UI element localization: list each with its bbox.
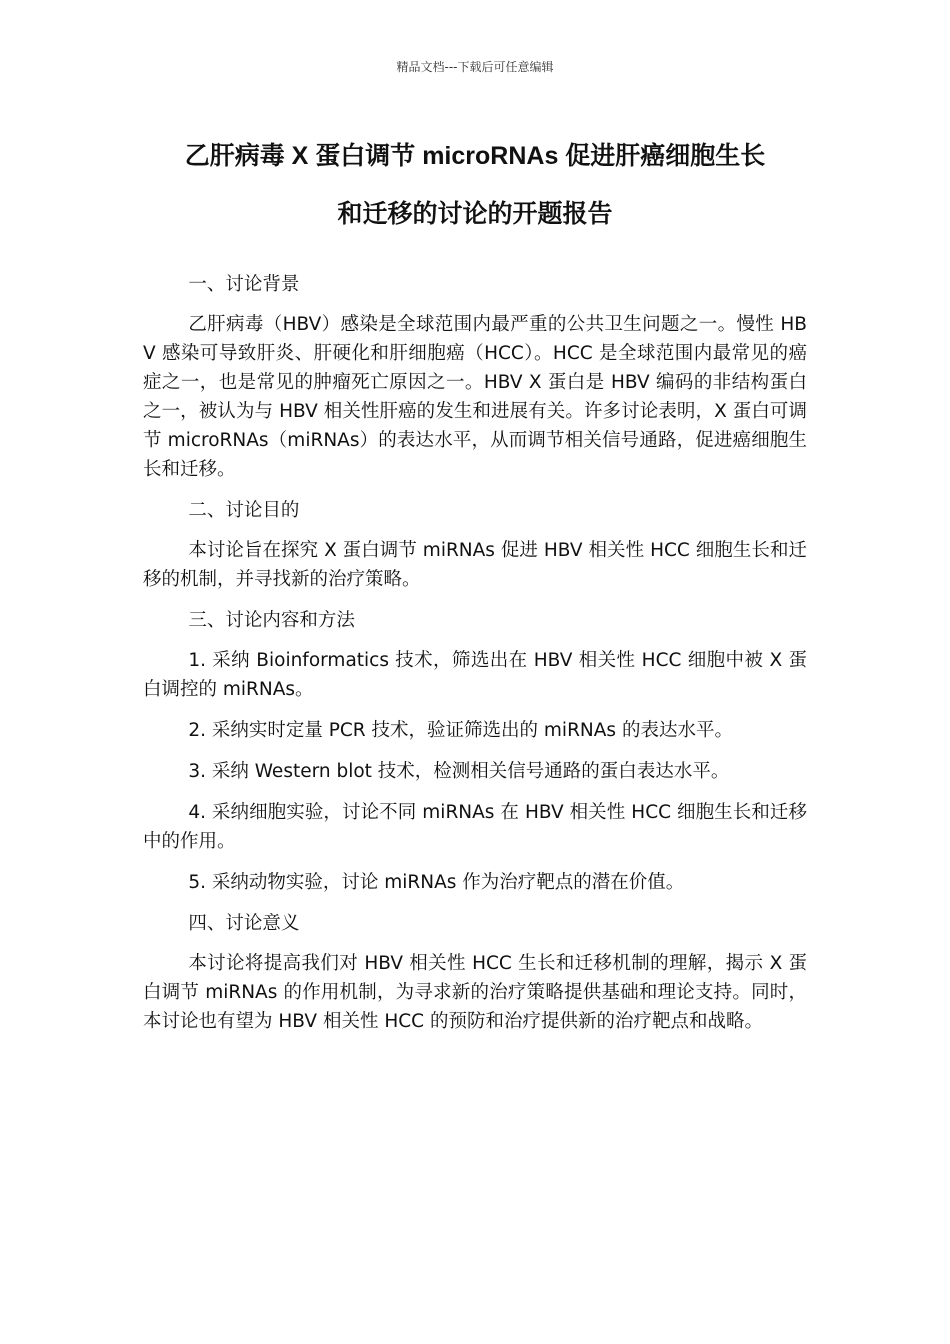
method-item-2: 2. 采纳实时定量 PCR 技术，验证筛选出的 miRNAs 的表达水平。 (188, 720, 733, 741)
method-item-1: 1. 采纳 Bioinformatics 技术，筛选出在 HBV 相关性 HCC 细胞中被 X 蛋白调控的 miRNAs。 (143, 650, 807, 700)
paragraph-background: 乙肝病毒（HBV）感染是全球范围内最严重的公共卫生问题之一。慢性 HBV 感染可导致肝炎、肝硬化和肝细胞癌（HCC）。HCC 是全球范围内最常见的癌症之一，也是常见的肿瘤死亡原因之一。HBV X 蛋白是 HBV 编码的非结构蛋白之一，被认为与 HBV 相关性肝癌的发生和进展有关。许多讨论表明，X 蛋白可调节 microRNAs（miRNAs）的表达水平，从而调节相关信号通路，促进癌细胞生长和迁移。 (143, 314, 807, 480)
section-heading-background: 一、讨论背景 (188, 274, 300, 295)
paragraph-purpose: 本讨论旨在探究 X 蛋白调节 miRNAs 促进 HBV 相关性 HCC 细胞生长和迁移的机制，并寻找新的治疗策略。 (143, 540, 807, 590)
document-title-line-1: 乙肝病毒 X 蛋白调节 microRNAs 促进肝癌细胞生长 (184, 142, 766, 170)
method-item-4: 4. 采纳细胞实验，讨论不同 miRNAs 在 HBV 相关性 HCC 细胞生长和迁移中的作用。 (143, 802, 807, 852)
header-note: 精品文档---下载后可任意编辑 (396, 60, 554, 74)
document-title-line-2: 和迁移的讨论的开题报告 (337, 200, 613, 228)
paragraph-significance: 本讨论将提高我们对 HBV 相关性 HCC 生长和迁移机制的理解，揭示 X 蛋白调节 miRNAs 的作用机制，为寻求新的治疗策略提供基础和理论支持。同时，本讨论也有望为 HBV 相关性 HCC 的预防和治疗提供新的治疗靶点和战略。 (143, 953, 807, 1032)
document-body (143, 270, 807, 1048)
section-heading-purpose: 二、讨论目的 (188, 500, 300, 521)
method-item-5: 5. 采纳动物实验，讨论 miRNAs 作为治疗靶点的潜在价值。 (188, 872, 685, 893)
method-item-3: 3. 采纳 Western blot 技术，检测相关信号通路的蛋白表达水平。 (188, 761, 730, 782)
section-heading-significance: 四、讨论意义 (188, 913, 300, 934)
section-heading-methods: 三、讨论内容和方法 (188, 610, 355, 631)
